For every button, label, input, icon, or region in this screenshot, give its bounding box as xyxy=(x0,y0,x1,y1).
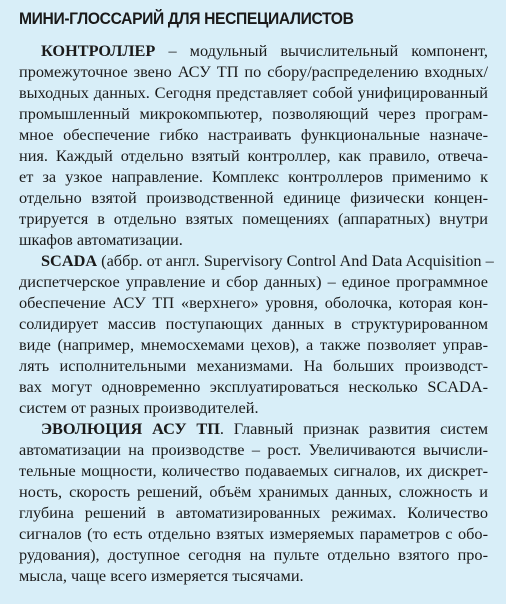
entry-line: выходных данных. Сегодня представляет собой унифицированный xyxy=(19,83,488,102)
entry-line: отдельно взятой производственной единице физически концен- xyxy=(19,188,488,207)
glossary-entry xyxy=(19,418,488,586)
entry-line: тельные мощности, количество подаваемых сигналов, их дискрет- xyxy=(19,461,488,480)
entry-line: обеспечение АСУ ТП «верхнего» уровня, оболочка, которая кон- xyxy=(19,293,488,312)
entry-line: промышленный микрокомпьютер, позволяющий через програм- xyxy=(19,104,488,123)
glossary-entry xyxy=(19,40,488,250)
entry-text: (аббр. от англ. Supervisory Control And Data Acquisition – xyxy=(97,251,494,270)
entry-line: трируется в отдельно взятых помещениях (аппаратных) внутри xyxy=(19,209,488,228)
entry-term: ЭВОЛЮЦИЯ АСУ ТП xyxy=(41,419,220,438)
entry-line: мысла, чаще всего измеряется тысячами. xyxy=(19,566,304,585)
entry-line xyxy=(19,250,494,271)
entry-term: SCADA xyxy=(41,251,98,270)
entry-line: глубина решений в автоматизированных режимах. Количество xyxy=(19,503,488,522)
entry-line: систем от разных производителей. xyxy=(19,398,259,417)
entry-line: вах могут одновременно эксплуатироваться несколько SCADA- xyxy=(19,377,488,396)
entry-line: рудования), доступное сегодня на пульте отдельно взятого про- xyxy=(19,545,488,564)
entry-line xyxy=(19,418,488,439)
entry-line: виде (например, мнемосхемами цехов), а также позволяет управ- xyxy=(19,335,488,354)
glossary-title: МИНИ-ГЛОССАРИЙ ДЛЯ НЕСПЕЦИАЛИСТОВ xyxy=(19,9,354,28)
entry-line: солидирует массив поступающих данных в структурированном xyxy=(19,314,488,333)
entry-text: . Главный признак развития систем xyxy=(219,419,488,438)
entry-line: автоматизации на производстве – рост. Увеличиваются вычисли- xyxy=(19,440,488,459)
glossary-entries xyxy=(19,40,494,586)
entry-line: шкафов автоматизации. xyxy=(19,230,183,249)
entry-line: ния. Каждый отдельно взятый контроллер, как правило, отвеча- xyxy=(19,146,488,165)
entry-text: – модульный вычислительный компонент, xyxy=(155,41,488,60)
entry-line: промежуточное звено АСУ ТП по сбору/распределению входных/ xyxy=(19,62,488,81)
entry-line: диспетчерское управление и сбор данных) – единое программное xyxy=(19,272,488,291)
entry-line xyxy=(19,40,488,61)
glossary-entry xyxy=(19,250,494,418)
entry-line: мное обеспечение гибко настраивать функциональные назначе- xyxy=(19,125,488,144)
entry-term: КОНТРОЛЛЕР xyxy=(41,41,156,60)
entry-line: сигналов (то есть отдельно взятых измеряемых параметров с обо- xyxy=(19,524,488,543)
entry-line: ность, скорость решений, объём хранимых данных, сложность и xyxy=(19,482,488,501)
entry-line: лять исполнительными механизмами. На больших производст- xyxy=(19,356,488,375)
entry-line: ет за узкое направление. Комплекс контроллеров применимо к xyxy=(19,167,488,186)
